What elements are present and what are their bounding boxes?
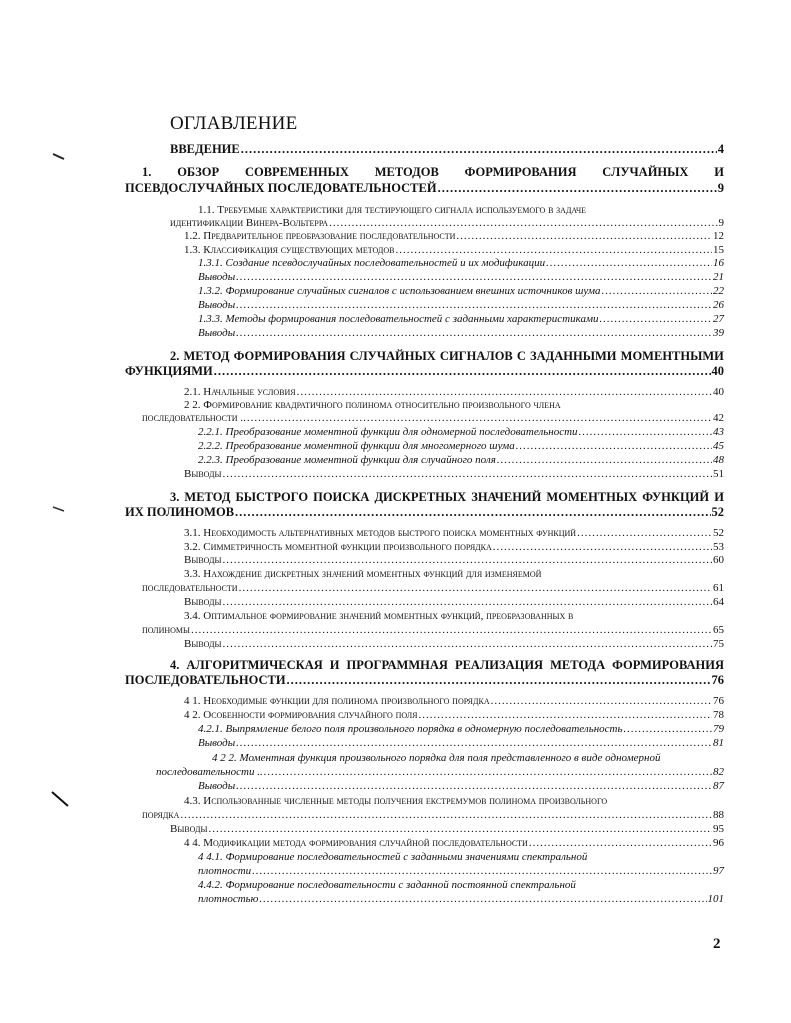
- word: 1.: [142, 165, 152, 179]
- entry-page: 4: [717, 142, 724, 156]
- chapter-1-heading[interactable]: [142, 165, 724, 179]
- toc-entry-4-1[interactable]: 4 1. Необходимые функции для полинома произвольного порядка ..... 76: [184, 694, 724, 708]
- toc-entry-4-2-1-conclusions[interactable]: Выводы ..... 81: [198, 736, 724, 750]
- toc-entry-2-2-1[interactable]: 2.2.1. Преобразование моментной функции для одномерной последовательности ..... 43: [198, 425, 724, 439]
- toc-entry-4-2-2-cont[interactable]: последовательности .. ..... 82: [156, 765, 724, 779]
- toc-entry-4-4-2-cont[interactable]: плотностью ..... 101: [198, 892, 724, 906]
- toc-entry-2-1[interactable]: 2.1. Начальные условия ..... 40: [184, 385, 724, 399]
- toc-entry-4-2-1[interactable]: 4.2.1. Выпрямление белого поля произвольного порядка в одномерную последовательность ..... 79: [198, 722, 724, 736]
- toc-entry-2-2-3[interactable]: 2.2.3. Преобразование моментной функции для случайного поля ..... 48: [198, 453, 724, 467]
- toc-entry-4-4-2[interactable]: 4.4.2. Формирование последовательности с заданной постоянной спектральной: [198, 879, 576, 891]
- toc-entry-intro[interactable]: [170, 142, 724, 156]
- chapter-2-heading-line2[interactable]: ФУНКЦИЯМИ ..... 40: [125, 364, 724, 378]
- chapter-1-heading-line2[interactable]: ПСЕВДОСЛУЧАЙНЫХ ПОСЛЕДОВАТЕЛЬНОСТЕЙ ..... 9: [125, 181, 724, 195]
- toc-entry-4-2-2-conclusions[interactable]: Выводы ..... 87: [198, 779, 724, 793]
- entry-label: ВВЕДЕНИЕ: [170, 142, 240, 156]
- toc-entry-3-2[interactable]: 3.2. Симметричность моментной функции произвольного порядка ..... 53: [184, 540, 724, 554]
- toc-entry-1-3-3[interactable]: 1.3.3. Методы формирования последовательностей с заданными характеристиками ..... 27: [198, 312, 724, 326]
- toc-entry-1-2[interactable]: 1.2. Предварительное преобразование последовательности ..... 12: [184, 229, 724, 243]
- toc-entry-2-2-2[interactable]: 2.2.2. Преобразование моментной функции для многомерного шума ..... 45: [198, 439, 724, 453]
- toc-entry-3-4-cont[interactable]: полиномы ..... 65: [142, 623, 724, 637]
- toc-entry-3-3-cont[interactable]: последовательности ..... 61: [142, 581, 724, 595]
- toc-entry-4-4[interactable]: 4 4. Модификации метода формирования случайной последовательности ..... 96: [184, 836, 724, 850]
- chapter-3-heading-line2[interactable]: ИХ ПОЛИНОМОВ ..... 52: [125, 505, 724, 519]
- word: МЕТОДОВ: [374, 165, 439, 179]
- word: СОВРЕМЕННЫХ: [244, 165, 349, 179]
- word: СЛУЧАЙНЫХ: [602, 165, 689, 179]
- toc-entry-4-3[interactable]: 4.3. Использованные численные методы получения екстремумов полинома произвольного: [184, 795, 608, 807]
- chapter-4-heading[interactable]: 4. АЛГОРИТМИЧЕСКАЯ И ПРОГРАММНАЯ РЕАЛИЗАЦИЯ МЕТОДА ФОРМИРОВАНИЯ: [170, 658, 724, 672]
- toc-entry-4-2-2[interactable]: 4 2 2. Моментная функция произвольного порядка для поля представленного в виде одномерной: [212, 752, 661, 764]
- toc-entry-3-1[interactable]: 3.1. Необходимость альтернативных методов быстрого поиска моментных функций ..... 52: [184, 526, 724, 540]
- toc-title: ОГЛАВЛЕНИЕ: [170, 113, 298, 134]
- toc-entry-1-3-2[interactable]: 1.3.2. Формирование случайных сигналов с использованием внешних источников шума ..... 22: [198, 284, 724, 298]
- toc-entry-2-conclusions[interactable]: Выводы ..... 51: [184, 467, 724, 481]
- scan-mark-2: [52, 504, 68, 514]
- toc-entry-1-3-1[interactable]: 1.3.1. Создание псевдослучайных последовательностей и их модификации ..... 16: [198, 256, 724, 270]
- toc-entry-4-3-cont[interactable]: порядка ..... 88: [142, 808, 724, 822]
- toc-entry-2-2[interactable]: 2 2. Формирование квадратичного полинома относительно произвольного члена: [184, 399, 561, 411]
- word: И: [714, 165, 724, 179]
- toc-entry-3-2-conclusions[interactable]: Выводы ..... 60: [184, 553, 724, 567]
- chapter-4-heading-line2[interactable]: ПОСЛЕДОВАТЕЛЬНОСТИ ..... 76: [125, 673, 724, 687]
- word: ФОРМИРОВАНИЯ: [464, 165, 577, 179]
- toc-entry-1-3-3-conclusions[interactable]: Выводы ..... 39: [198, 326, 724, 340]
- page-number: 2: [713, 936, 721, 952]
- word: ОБЗОР: [177, 165, 220, 179]
- toc-entry-1-3-1-conclusions[interactable]: Выводы ..... 21: [198, 270, 724, 284]
- toc-entry-1-1-cont[interactable]: идентификации Винера-Вольтерра ..... 9: [170, 216, 724, 230]
- leader-dots: [241, 142, 717, 156]
- toc-entry-2-2-cont[interactable]: последовательности .. ..... 42: [142, 411, 724, 425]
- toc-entry-1-3-2-conclusions[interactable]: Выводы ..... 26: [198, 298, 724, 312]
- toc-entry-3-4[interactable]: 3.4. Оптимальное формирование значений моментных функций, преобразованных в: [184, 610, 574, 622]
- leader-dots: [438, 181, 717, 195]
- toc-entry-3-4-conclusions[interactable]: Выводы ..... 75: [184, 637, 724, 651]
- toc-entry-3-3-conclusions[interactable]: Выводы ..... 64: [184, 595, 724, 609]
- toc-entry-4-4-1[interactable]: 4 4.1. Формирование последовательностей с заданными значениями спектральной: [198, 851, 588, 863]
- toc-entry-4-3-conclusions[interactable]: Выводы ..... 95: [170, 822, 724, 836]
- scan-mark-1: [52, 152, 68, 162]
- toc-entry-4-4-1-cont[interactable]: плотности ..... 97: [198, 864, 724, 878]
- toc-entry-3-3[interactable]: 3.3. Нахождение дискретных значений моментных функций для изменяемой: [184, 568, 542, 580]
- toc-entry-1-1[interactable]: 1.1. Требуемые характеристики для тестирующего сигнала используемого в задаче: [198, 204, 587, 216]
- toc-entry-1-3[interactable]: 1.3. Классификация существующих методов ..... 15: [184, 243, 724, 257]
- toc-entry-4-2[interactable]: 4 2. Особенности формирования случайного поля ..... 78: [184, 708, 724, 722]
- scan-mark-3: [50, 790, 72, 810]
- chapter-2-heading[interactable]: 2. МЕТОД ФОРМИРОВАНИЯ СЛУЧАЙНЫХ СИГНАЛОВ С ЗАДАННЫМИ МОМЕНТНЫМИ: [170, 349, 724, 363]
- chapter-3-heading[interactable]: 3. МЕТОД БЫСТРОГО ПОИСКА ДИСКРЕТНЫХ ЗНАЧЕНИЙ МОМЕНТНЫХ ФУНКЦИЙ И: [170, 490, 724, 504]
